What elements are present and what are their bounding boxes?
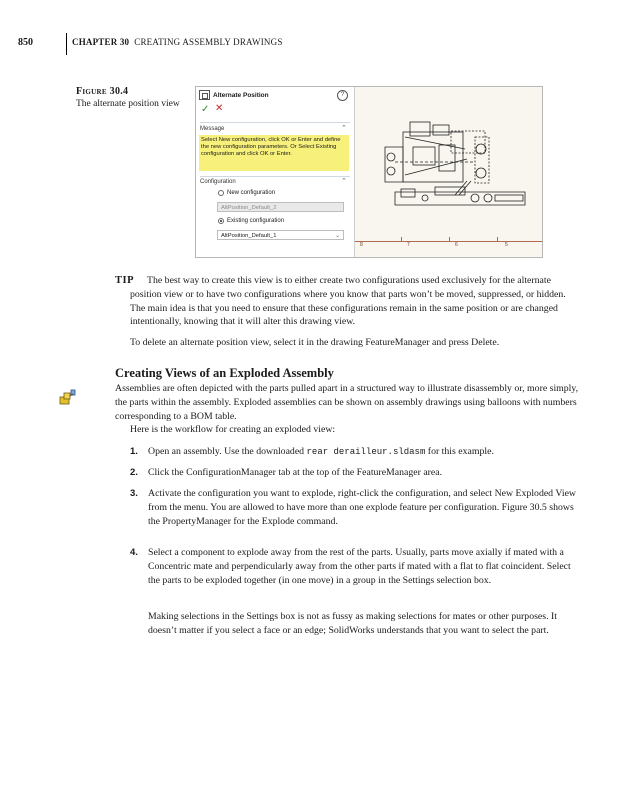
- step-number: 4.: [130, 547, 138, 558]
- new-configuration-label: New configuration: [227, 190, 276, 196]
- new-configuration-field[interactable]: AltPosition_Default_2: [217, 202, 344, 212]
- existing-configuration-radio[interactable]: [218, 218, 284, 224]
- new-configuration-radio[interactable]: [218, 190, 275, 196]
- help-icon[interactable]: ?: [337, 90, 348, 101]
- list-item: [130, 546, 580, 587]
- message-box: Select New configuration, click OK or Enter and define the new configuration parameters. Or Select Existing configuration and click OK or Enter.: [199, 135, 349, 171]
- header-divider: [66, 33, 67, 55]
- ruler-number: 8: [360, 242, 363, 248]
- step-text-post: for this example.: [425, 446, 494, 457]
- exploded-assembly-icon: [58, 388, 78, 408]
- section-intro: Assemblies are often depicted with the parts pulled apart in a structured way to illustrate disassembly or, more simply, the parts within the assembly. Exploded assemblies can be shown on assembly drawings using balloons with numbers corresponding to a BOM table.: [115, 383, 579, 422]
- existing-configuration-value: AltPosition_Default_1: [221, 233, 277, 239]
- ruler-number: 7: [407, 242, 410, 248]
- step-number: 2.: [130, 467, 138, 478]
- panel-title: [199, 90, 269, 100]
- figure-label: Figure 30.4: [76, 86, 129, 97]
- figure-screenshot: [195, 86, 543, 258]
- ruler-number: 6: [455, 242, 458, 248]
- derailleur-drawing-icon: [355, 87, 542, 237]
- ruler-tick: [449, 237, 450, 242]
- divider: [200, 176, 350, 177]
- tip-text: The best way to create this view is to either create two configurations used exclusively for the alternate position view or to have two configurations where you know that parts won’t be moved, suppressed, or hidden. The main idea is that you need to ensure that these configurations remain in the same position or are changed intentionally, knowing that it will alter this drawing view.: [130, 275, 566, 328]
- step-number: 1.: [130, 446, 138, 457]
- existing-configuration-label: Existing configuration: [227, 218, 285, 224]
- alternate-position-panel: [196, 87, 355, 257]
- workflow-intro: Here is the workflow for creating an exploded view:: [130, 424, 336, 435]
- message-heading[interactable]: Message: [200, 126, 225, 132]
- cancel-button[interactable]: ✕: [215, 103, 224, 114]
- chevron-down-icon: ⌄: [335, 233, 340, 239]
- step-text-pre: Open an assembly. Use the downloaded: [148, 446, 307, 457]
- radio-off-icon: [218, 190, 224, 196]
- drawing-area[interactable]: [355, 87, 542, 257]
- step-text: [148, 445, 580, 460]
- list-item: [130, 466, 580, 480]
- chapter-label: CHAPTER 30: [72, 37, 130, 47]
- chevron-up-icon[interactable]: ⌃: [341, 178, 347, 185]
- chevron-up-icon[interactable]: ⌃: [341, 125, 347, 132]
- divider: [200, 122, 350, 123]
- ruler-tick: [401, 237, 402, 242]
- section-heading: Creating Views of an Exploded Assembly: [115, 366, 334, 380]
- ruler-tick: [497, 237, 498, 242]
- list-item: [130, 445, 580, 460]
- step-text: Activate the configuration you want to explode, right-click the configuration, and select New Exploded View from the menu. You are allowed to have more than one explode feature per configuration. Figure 30.5 shows the PropertyManager for the Explode command.: [148, 488, 576, 527]
- page-number: 850: [18, 37, 33, 48]
- ok-button[interactable]: ✓: [201, 104, 210, 115]
- file-name: rear derailleur.sldasm: [306, 447, 426, 457]
- step-text: Click the ConfigurationManager tab at the top of the FeatureManager area.: [148, 467, 443, 478]
- ruler-number: 5: [505, 242, 508, 248]
- alternate-position-icon: [199, 90, 210, 100]
- step-continuation: Making selections in the Settings box is not as fussy as making selections for mates or other purposes. It doesn’t matter if you select a face or an edge; SolidWorks understands that you want to select the part.: [148, 611, 557, 636]
- configuration-heading[interactable]: Configuration: [200, 179, 236, 185]
- step-text: Select a component to explode away from the rest of the parts. Usually, parts move axially if mated with a Concentric mate and perpendicularly away from the other parts if mated with a flat to flat coincident. Select the parts to be exploded together (in one move) in a group in the Settings selection box.: [148, 547, 571, 586]
- panel-title-text: Alternate Position: [213, 91, 269, 99]
- figure-caption: The alternate position view: [76, 99, 180, 109]
- list-item: [130, 487, 580, 528]
- step-number: 3.: [130, 488, 138, 499]
- tip-label: TIP: [115, 275, 135, 286]
- radio-on-icon: [218, 218, 224, 224]
- delete-paragraph: To delete an alternate position view, select it in the drawing FeatureManager and press Delete.: [130, 337, 500, 348]
- running-head: [72, 37, 283, 47]
- existing-configuration-select[interactable]: [217, 230, 344, 240]
- chapter-title: CREATING ASSEMBLY DRAWINGS: [134, 37, 283, 47]
